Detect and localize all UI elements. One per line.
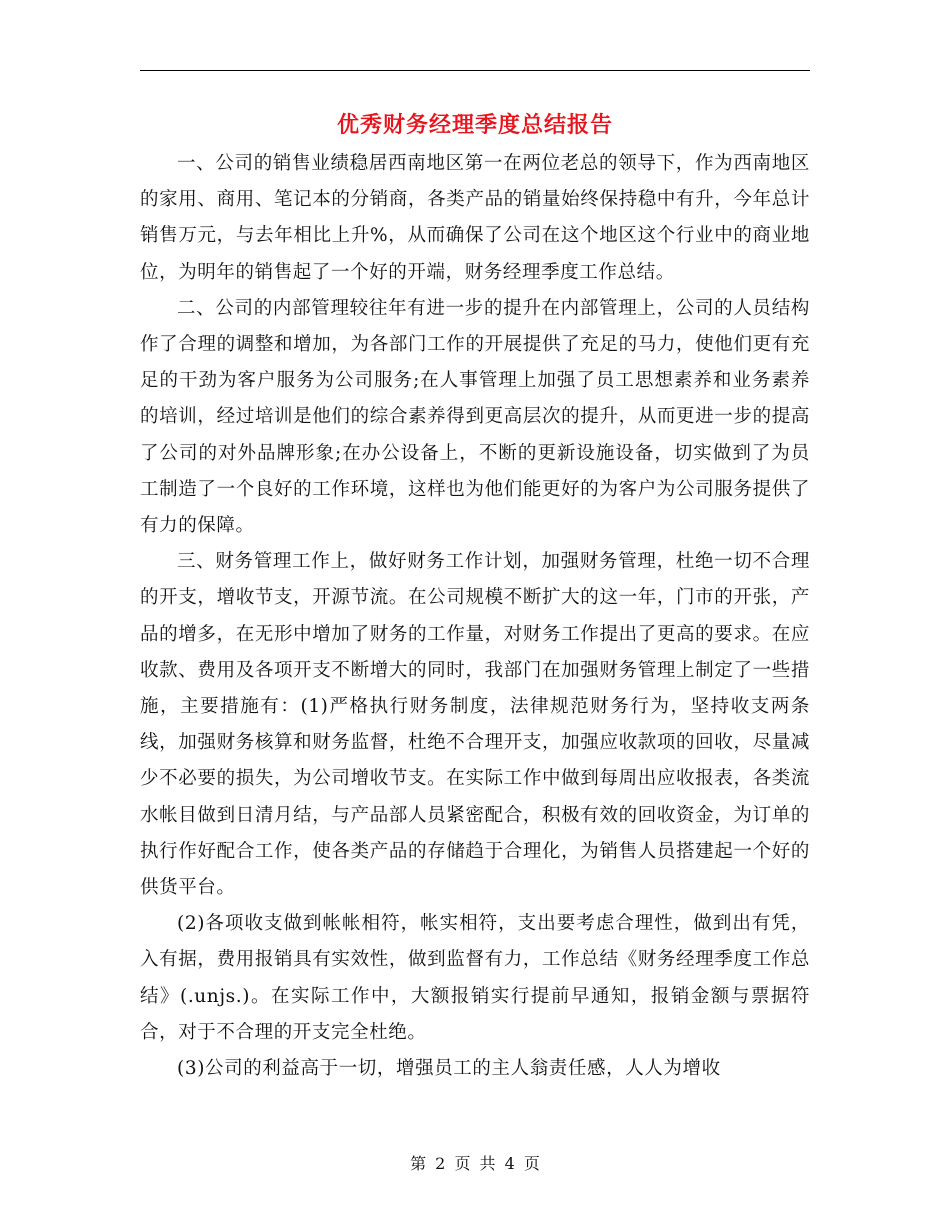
paragraph-2: 二、公司的内部管理较往年有进一步的提升在内部管理上，公司的人员结构作了合理的调整和增加，为各部门工作的开展提供了充足的马力，使他们更有充足的干劲为客户服务为公司服务;在人事管理上加强了员工思想素养和业务素养的培训，经过培训是他们的综合素养得到更高层次的提升，从而更进一步的提高了公司的对外品牌形象;在办公设备上，不断的更新设施设备，切实做到了为员工制造了一个良好的工作环境，这样也为他们能更好的为客户为公司服务提供了有力的保障。 — [140, 297, 810, 537]
document-body — [140, 146, 810, 1087]
paragraph-5: (3)公司的利益高于一切，增强员工的主人翁责任感，人人为增收 — [177, 1058, 721, 1080]
page-number: 第 2 页 共 4 页 — [410, 1154, 540, 1173]
paragraph-1: 一、公司的销售业绩稳居西南地区第一在两位老总的领导下，作为西南地区的家用、商用、笔记本的分销商，各类产品的销量始终保持稳中有升，今年总计销售万元，与去年相比上升%，从而确保了公司在这个地区这个行业中的商业地位，为明年的销售起了一个好的开端，财务经理季度工作总结。 — [140, 153, 810, 283]
header-rule — [140, 70, 810, 71]
document-title: 优秀财务经理季度总结报告 — [336, 112, 613, 138]
paragraph-3: 三、财务管理工作上，做好财务工作计划，加强财务管理，杜绝一切不合理的开支，增收节支，开源节流。在公司规模不断扩大的这一年，门市的开张，产品的增多，在无形中增加了财务的工作量，对财务工作提出了更高的要求。在应收款、费用及各项开支不断增大的同时，我部门在加强财务管理上制定了一些措施，主要措施有：(1)严格执行财务制度，法律规范财务行为，坚持收支两条线，加强财务核算和财务监督，杜绝不合理开支，加强应收款项的回收，尽量减少不必要的损失，为公司增收节支。在实际工作中做到每周出应收报表，各类流水帐目做到日清月结，与产品部人员紧密配合，积极有效的回收资金，为订单的执行作好配合工作，使各类产品的存储趋于合理化，为销售人员搭建起一个好的供货平台。 — [140, 551, 810, 899]
paragraph-4: (2)各项收支做到帐帐相符，帐实相符，支出要考虑合理性，做到出有凭，入有据，费用报销具有实效性，做到监督有力，工作总结《财务经理季度工作总结》(.unjs.)。在实际工作中，大额报销实行提前早通知，报销金额与票据符合，对于不合理的开支完全杜绝。 — [140, 913, 810, 1043]
